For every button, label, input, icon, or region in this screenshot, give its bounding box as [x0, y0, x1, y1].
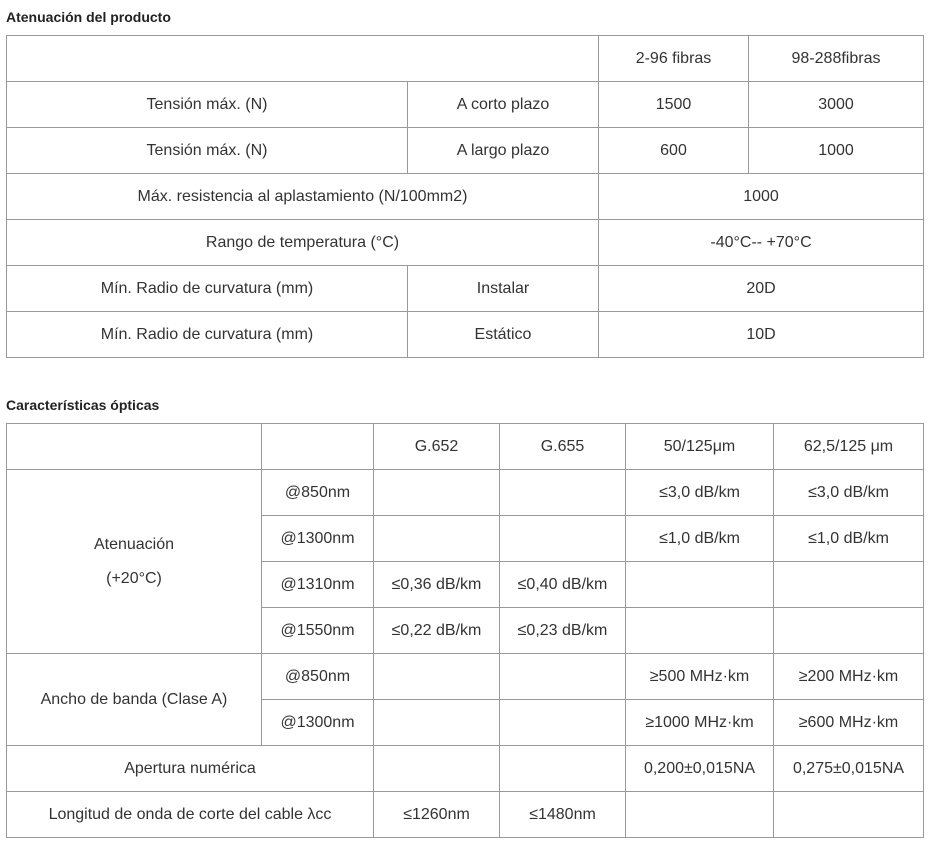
condition-cell: Estático: [408, 312, 599, 358]
value-cell: [374, 700, 500, 746]
value-cell: ≤3,0 dB/km: [774, 470, 924, 516]
value-cell: [500, 470, 626, 516]
wavelength-cell: @850nm: [262, 654, 374, 700]
condition-cell: Instalar: [408, 266, 599, 312]
param-cell: Apertura numérica: [7, 746, 374, 792]
table-row: [7, 266, 924, 312]
header-cell-g655: G.655: [500, 424, 626, 470]
header-cell-98-288: 98-288fibras: [749, 36, 924, 82]
table-row: [7, 220, 924, 266]
table-row: [7, 746, 924, 792]
wavelength-cell: @1310nm: [262, 562, 374, 608]
table-row: [7, 792, 924, 838]
header-cell-2-96: 2-96 fibras: [599, 36, 749, 82]
value-cell: 1000: [749, 128, 924, 174]
value-cell: [774, 608, 924, 654]
value-cell: ≤1480nm: [500, 792, 626, 838]
value-cell: [626, 608, 774, 654]
value-cell: ≥500 MHz·km: [626, 654, 774, 700]
wavelength-cell: @1300nm: [262, 516, 374, 562]
value-cell: ≤1,0 dB/km: [774, 516, 924, 562]
value-cell: ≤0,36 dB/km: [374, 562, 500, 608]
value-cell: [500, 654, 626, 700]
value-cell: 1500: [599, 82, 749, 128]
value-cell: [774, 562, 924, 608]
attenuation-label-cell: [7, 470, 262, 654]
value-cell: ≤1260nm: [374, 792, 500, 838]
value-cell: ≥1000 MHz·km: [626, 700, 774, 746]
param-cell: Tensión máx. (N): [7, 82, 408, 128]
table-row: [7, 470, 924, 516]
condition-cell: A largo plazo: [408, 128, 599, 174]
table-row: [7, 82, 924, 128]
value-cell: 600: [599, 128, 749, 174]
wavelength-cell: @1550nm: [262, 608, 374, 654]
param-cell: Rango de temperatura (°C): [7, 220, 599, 266]
value-cell: ≤0,23 dB/km: [500, 608, 626, 654]
value-cell: ≤1,0 dB/km: [626, 516, 774, 562]
value-cell: [500, 516, 626, 562]
value-cell: 1000: [599, 174, 924, 220]
value-cell: [374, 654, 500, 700]
header-cell-62-5-125: 62,5/125 μm: [774, 424, 924, 470]
param-cell: Longitud de onda de corte del cable λcc: [7, 792, 374, 838]
value-cell: 20D: [599, 266, 924, 312]
optical-characteristics-table: [6, 423, 924, 838]
bandwidth-label-cell: Ancho de banda (Clase A): [7, 654, 262, 746]
value-cell: [374, 516, 500, 562]
value-cell: 0,200±0,015NA: [626, 746, 774, 792]
table-row: [7, 312, 924, 358]
value-cell: [374, 746, 500, 792]
wavelength-cell: @1300nm: [262, 700, 374, 746]
value-cell: [626, 562, 774, 608]
header-cell-empty: [7, 424, 262, 470]
value-cell: 0,275±0,015NA: [774, 746, 924, 792]
section-title-attenuation: Atenuación del producto: [6, 9, 171, 25]
value-cell: 10D: [599, 312, 924, 358]
section-title-optical: Características ópticas: [6, 397, 160, 413]
wavelength-cell: @850nm: [262, 470, 374, 516]
table-header-row: [7, 424, 924, 470]
param-cell: Tensión máx. (N): [7, 128, 408, 174]
header-cell-g652: G.652: [374, 424, 500, 470]
param-cell: Mín. Radio de curvatura (mm): [7, 312, 408, 358]
value-cell: ≥600 MHz·km: [774, 700, 924, 746]
header-cell-50-125: 50/125μm: [626, 424, 774, 470]
param-cell: Mín. Radio de curvatura (mm): [7, 266, 408, 312]
table-row: [7, 174, 924, 220]
table-row: [7, 654, 924, 700]
product-attenuation-table: [6, 35, 924, 358]
header-cell-empty: [7, 36, 599, 82]
condition-cell: A corto plazo: [408, 82, 599, 128]
value-cell: -40°C-- +70°C: [599, 220, 924, 266]
value-cell: [500, 700, 626, 746]
value-cell: [774, 792, 924, 838]
header-cell-empty: [262, 424, 374, 470]
table-header-row: [7, 36, 924, 82]
attenuation-sub-label: (+20°C): [106, 569, 162, 587]
value-cell: ≥200 MHz·km: [774, 654, 924, 700]
value-cell: ≤0,22 dB/km: [374, 608, 500, 654]
value-cell: ≤3,0 dB/km: [626, 470, 774, 516]
value-cell: ≤0,40 dB/km: [500, 562, 626, 608]
attenuation-label: Atenuación: [93, 535, 175, 553]
param-cell: Máx. resistencia al aplastamiento (N/100mm2): [7, 174, 599, 220]
value-cell: 3000: [749, 82, 924, 128]
value-cell: [374, 470, 500, 516]
table-row: [7, 128, 924, 174]
value-cell: [500, 746, 626, 792]
value-cell: [626, 792, 774, 838]
